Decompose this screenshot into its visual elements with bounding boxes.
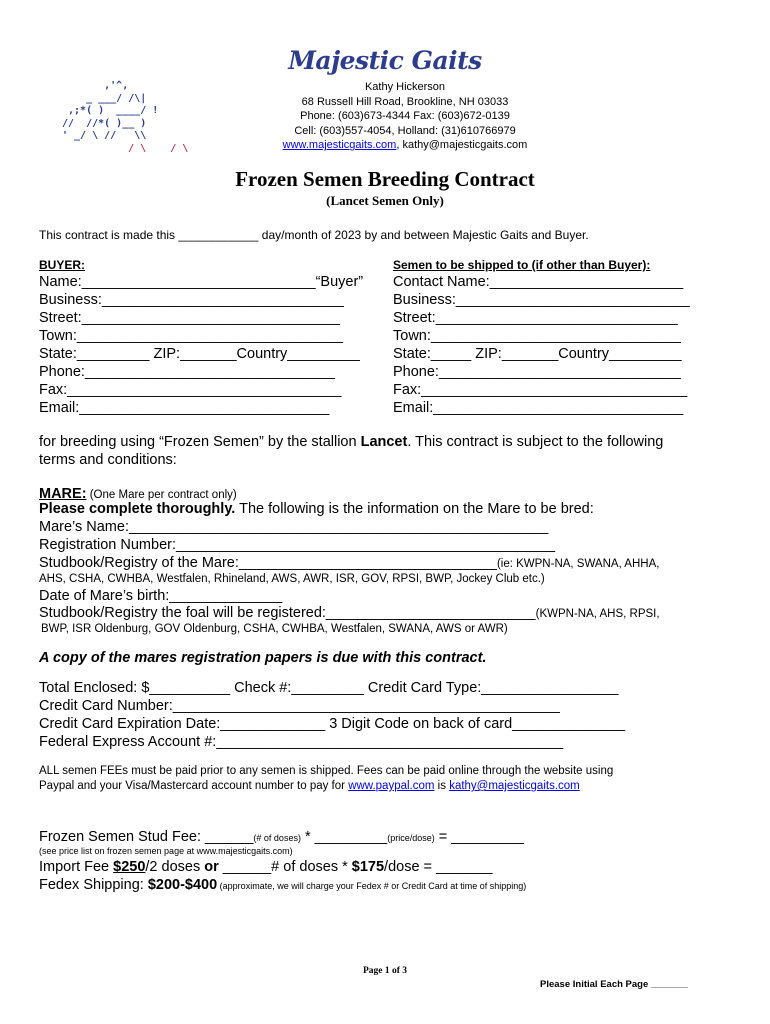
buyer-fax-field[interactable]: Fax:__________________________________: [39, 382, 342, 398]
website-link[interactable]: www.majesticgaits.com: [282, 139, 397, 152]
ship-state-field[interactable]: State:_____ ZIP:_______Country_________: [393, 346, 682, 362]
registration-number-field[interactable]: Registration Number:_______________________________________________: [39, 537, 556, 553]
breeding-statement: for breeding using “Frozen Semen” by the stallion Lancet. This contract is subject to the following terms and conditions:: [39, 434, 664, 468]
contact-cell: Cell: (603)557-4054, Holland: (31)610766979: [294, 124, 516, 137]
contract-intro: This contract is made this ____________ day/month of 2023 by and between Majestic Gaits and Buyer.: [39, 228, 589, 242]
ship-to-heading: Semen to be shipped to (if other than Buyer):: [393, 258, 651, 272]
contact-block: [250, 80, 560, 153]
studbook-list: AHS, CSHA, CWHBA, Westfalen, Rhineland, AWS, AWR, ISR, GOV, RPSI, BWP, Jockey Club etc.): [39, 573, 545, 585]
credit-card-expiration-field[interactable]: Credit Card Expiration Date:_____________ 3 Digit Code on back of card______________: [39, 716, 626, 732]
buyer-fields: [39, 273, 363, 417]
buyer-state-field[interactable]: State:_________ ZIP:_______Country_________: [39, 346, 360, 362]
ship-street-field[interactable]: Street:______________________________: [393, 310, 678, 326]
buyer-street-field[interactable]: Street:________________________________: [39, 310, 340, 326]
company-logo: Majestic Gaits: [288, 46, 482, 75]
foal-studbook-field[interactable]: Studbook/Registry the foal will be registered:__________________________(KWPN-NA, AHS, RPSI,: [39, 605, 660, 621]
fedex-account-field[interactable]: Federal Express Account #:___________________________________________: [39, 734, 564, 750]
mare-studbook-field[interactable]: Studbook/Registry of the Mare:________________________________(ie: KWPN-NA, SWANA, AHHA,: [39, 555, 660, 571]
total-enclosed-field[interactable]: Total Enclosed: $__________ Check #:_________ Credit Card Type:_________________: [39, 680, 619, 696]
ship-town-field[interactable]: Town:_______________________________: [393, 328, 681, 344]
fees-notice: ALL semen FEEs must be paid prior to any semen is shipped. Fees can be paid online through the website using Paypal and your Visa/Mastercard account number to pay for www.paypal.com is kathy@majesticgaits.com: [39, 765, 614, 792]
fedex-shipping-row: Fedex Shipping: $200-$400 (approximate, we will charge your Fedex # or Credit Card at time of shipping): [39, 877, 527, 893]
page-number: Page 1 of 3: [362, 966, 408, 976]
stallion-name: Lancet: [360, 434, 408, 450]
ship-fax-field[interactable]: Fax:_________________________________: [393, 382, 688, 398]
papers-notice: A copy of the mares registration papers is due with this contract.: [39, 650, 487, 666]
contact-phone-fax: Phone: (603)673-4344 Fax: (603)672-0139: [300, 110, 510, 123]
ship-business-field[interactable]: Business:_____________________________: [393, 292, 690, 308]
price-list-note: (see price list on frozen semen page at www.majesticgaits.com): [39, 846, 293, 856]
page-title: Frozen Semen Breeding Contract: [235, 167, 535, 191]
stud-fee-field[interactable]: Frozen Semen Stud Fee: ______(# of doses) * _________(price/dose) = _________: [39, 829, 524, 845]
ship-contact-field[interactable]: Contact Name:________________________: [393, 274, 684, 290]
contact-email: , kathy@majesticgaits.com: [396, 139, 528, 152]
buyer-town-field[interactable]: Town:_________________________________: [39, 328, 343, 344]
page-subtitle: (Lancet Semen Only): [326, 193, 444, 208]
complete-instruction: Please complete thoroughly. The following is the information on the Mare to be bred:: [39, 501, 594, 517]
ascii-art-red: / \ / \: [62, 142, 189, 154]
horse-ascii-art: [62, 80, 188, 156]
ship-phone-field[interactable]: Phone:______________________________: [393, 364, 681, 380]
initial-line[interactable]: Please Initial Each Page _______: [540, 979, 688, 990]
buyer-heading: BUYER:: [39, 258, 86, 272]
contact-name: Kathy Hickerson: [364, 81, 446, 93]
ascii-art-blue: ,'^, _ ___/ /\| ,;*( ) ____/ ! // //*( )__ ) ' _/ \ // \\: [62, 80, 159, 142]
buyer-phone-field[interactable]: Phone:_______________________________: [39, 364, 335, 380]
mare-name-field[interactable]: Mare’s Name:____________________________________________________: [39, 519, 549, 535]
foal-studbook-list: BWP, ISR Oldenburg, GOV Oldenburg, CSHA, CWHBA, Westfalen, SWANA, AWS or AWR): [41, 623, 508, 635]
buyer-business-field[interactable]: Business:______________________________: [39, 292, 344, 308]
buyer-name-field[interactable]: Name:_____________________________“Buyer”: [39, 274, 364, 290]
credit-card-number-field[interactable]: Credit Card Number:________________________________________________: [39, 698, 560, 714]
ship-to-fields: [393, 273, 690, 417]
mare-heading-row: MARE: (One Mare per contract only): [39, 486, 237, 502]
mare-dob-field[interactable]: Date of Mare’s birth:______________: [39, 588, 283, 604]
contact-address: 68 Russell Hill Road, Brookline, NH 03033: [301, 95, 509, 108]
mare-heading: MARE:: [39, 486, 87, 502]
paypal-link[interactable]: www.paypal.com: [348, 780, 435, 792]
email-link[interactable]: kathy@majesticgaits.com: [449, 780, 580, 792]
ship-email-field[interactable]: Email:_______________________________: [393, 400, 684, 416]
buyer-email-field[interactable]: Email:_______________________________: [39, 400, 330, 416]
import-fee-field[interactable]: Import Fee $250/2 doses or ______# of doses * $175/dose = _______: [39, 859, 493, 875]
